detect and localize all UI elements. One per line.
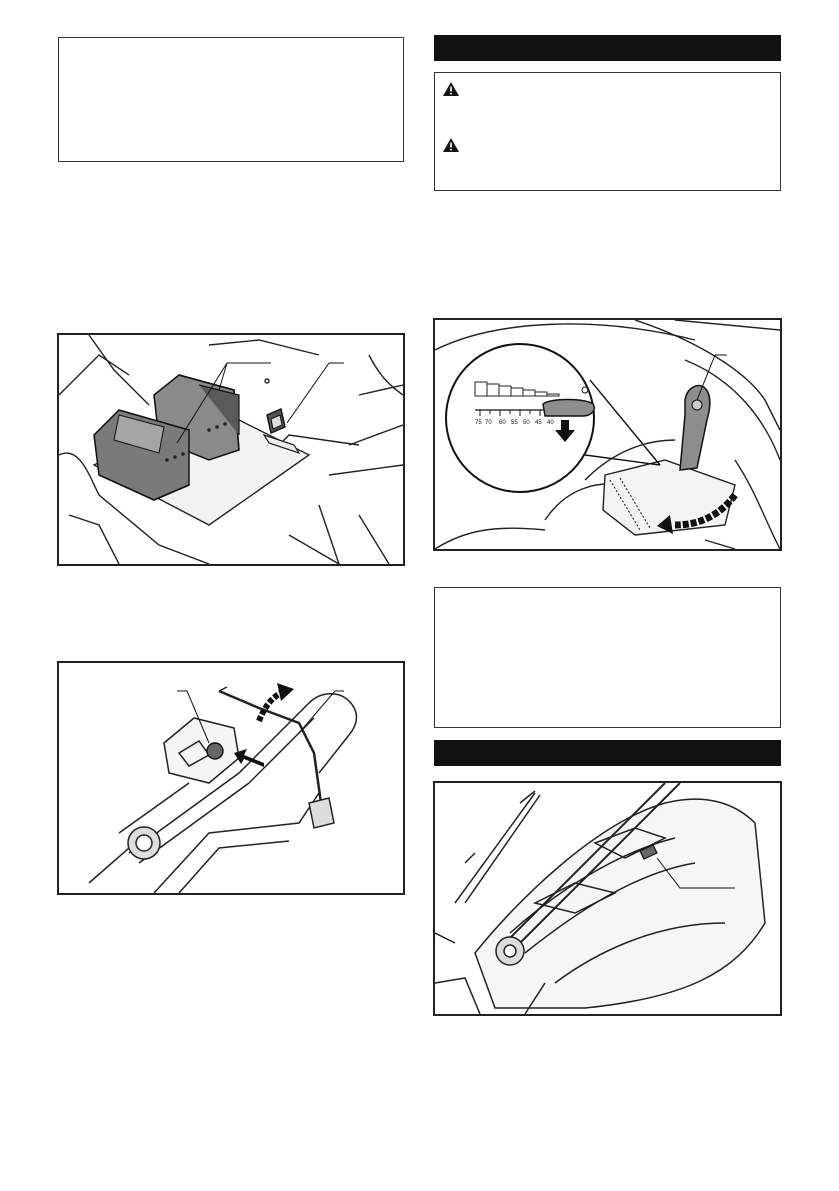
scale-label: 60 bbox=[499, 420, 506, 426]
scale-label: 40 bbox=[547, 420, 554, 426]
note-box-right bbox=[434, 587, 781, 728]
scale-label: 50 bbox=[523, 420, 530, 426]
lock-off-button-handle-illustration bbox=[59, 663, 403, 893]
figure-cutting-height-lever bbox=[433, 318, 782, 551]
scale-label: 75 bbox=[475, 420, 482, 426]
battery-cartridges-illustration bbox=[59, 335, 403, 564]
figure-grass-basket bbox=[433, 781, 782, 1016]
section-header-1 bbox=[434, 35, 781, 61]
section-header-2 bbox=[434, 740, 781, 766]
figure-lock-off-button bbox=[57, 661, 405, 895]
warning-triangle-icon bbox=[443, 82, 459, 96]
warning-triangle-icon bbox=[443, 138, 459, 152]
cutting-height-lever-illustration bbox=[435, 320, 780, 549]
grass-basket-indicator-illustration bbox=[435, 783, 780, 1014]
scale-label: 70 bbox=[485, 420, 492, 426]
note-box-left bbox=[58, 37, 404, 162]
scale-label: 45 bbox=[535, 420, 542, 426]
warning-box bbox=[434, 72, 781, 191]
figure-battery-cartridges bbox=[57, 333, 405, 566]
scale-label: 55 bbox=[511, 420, 518, 426]
